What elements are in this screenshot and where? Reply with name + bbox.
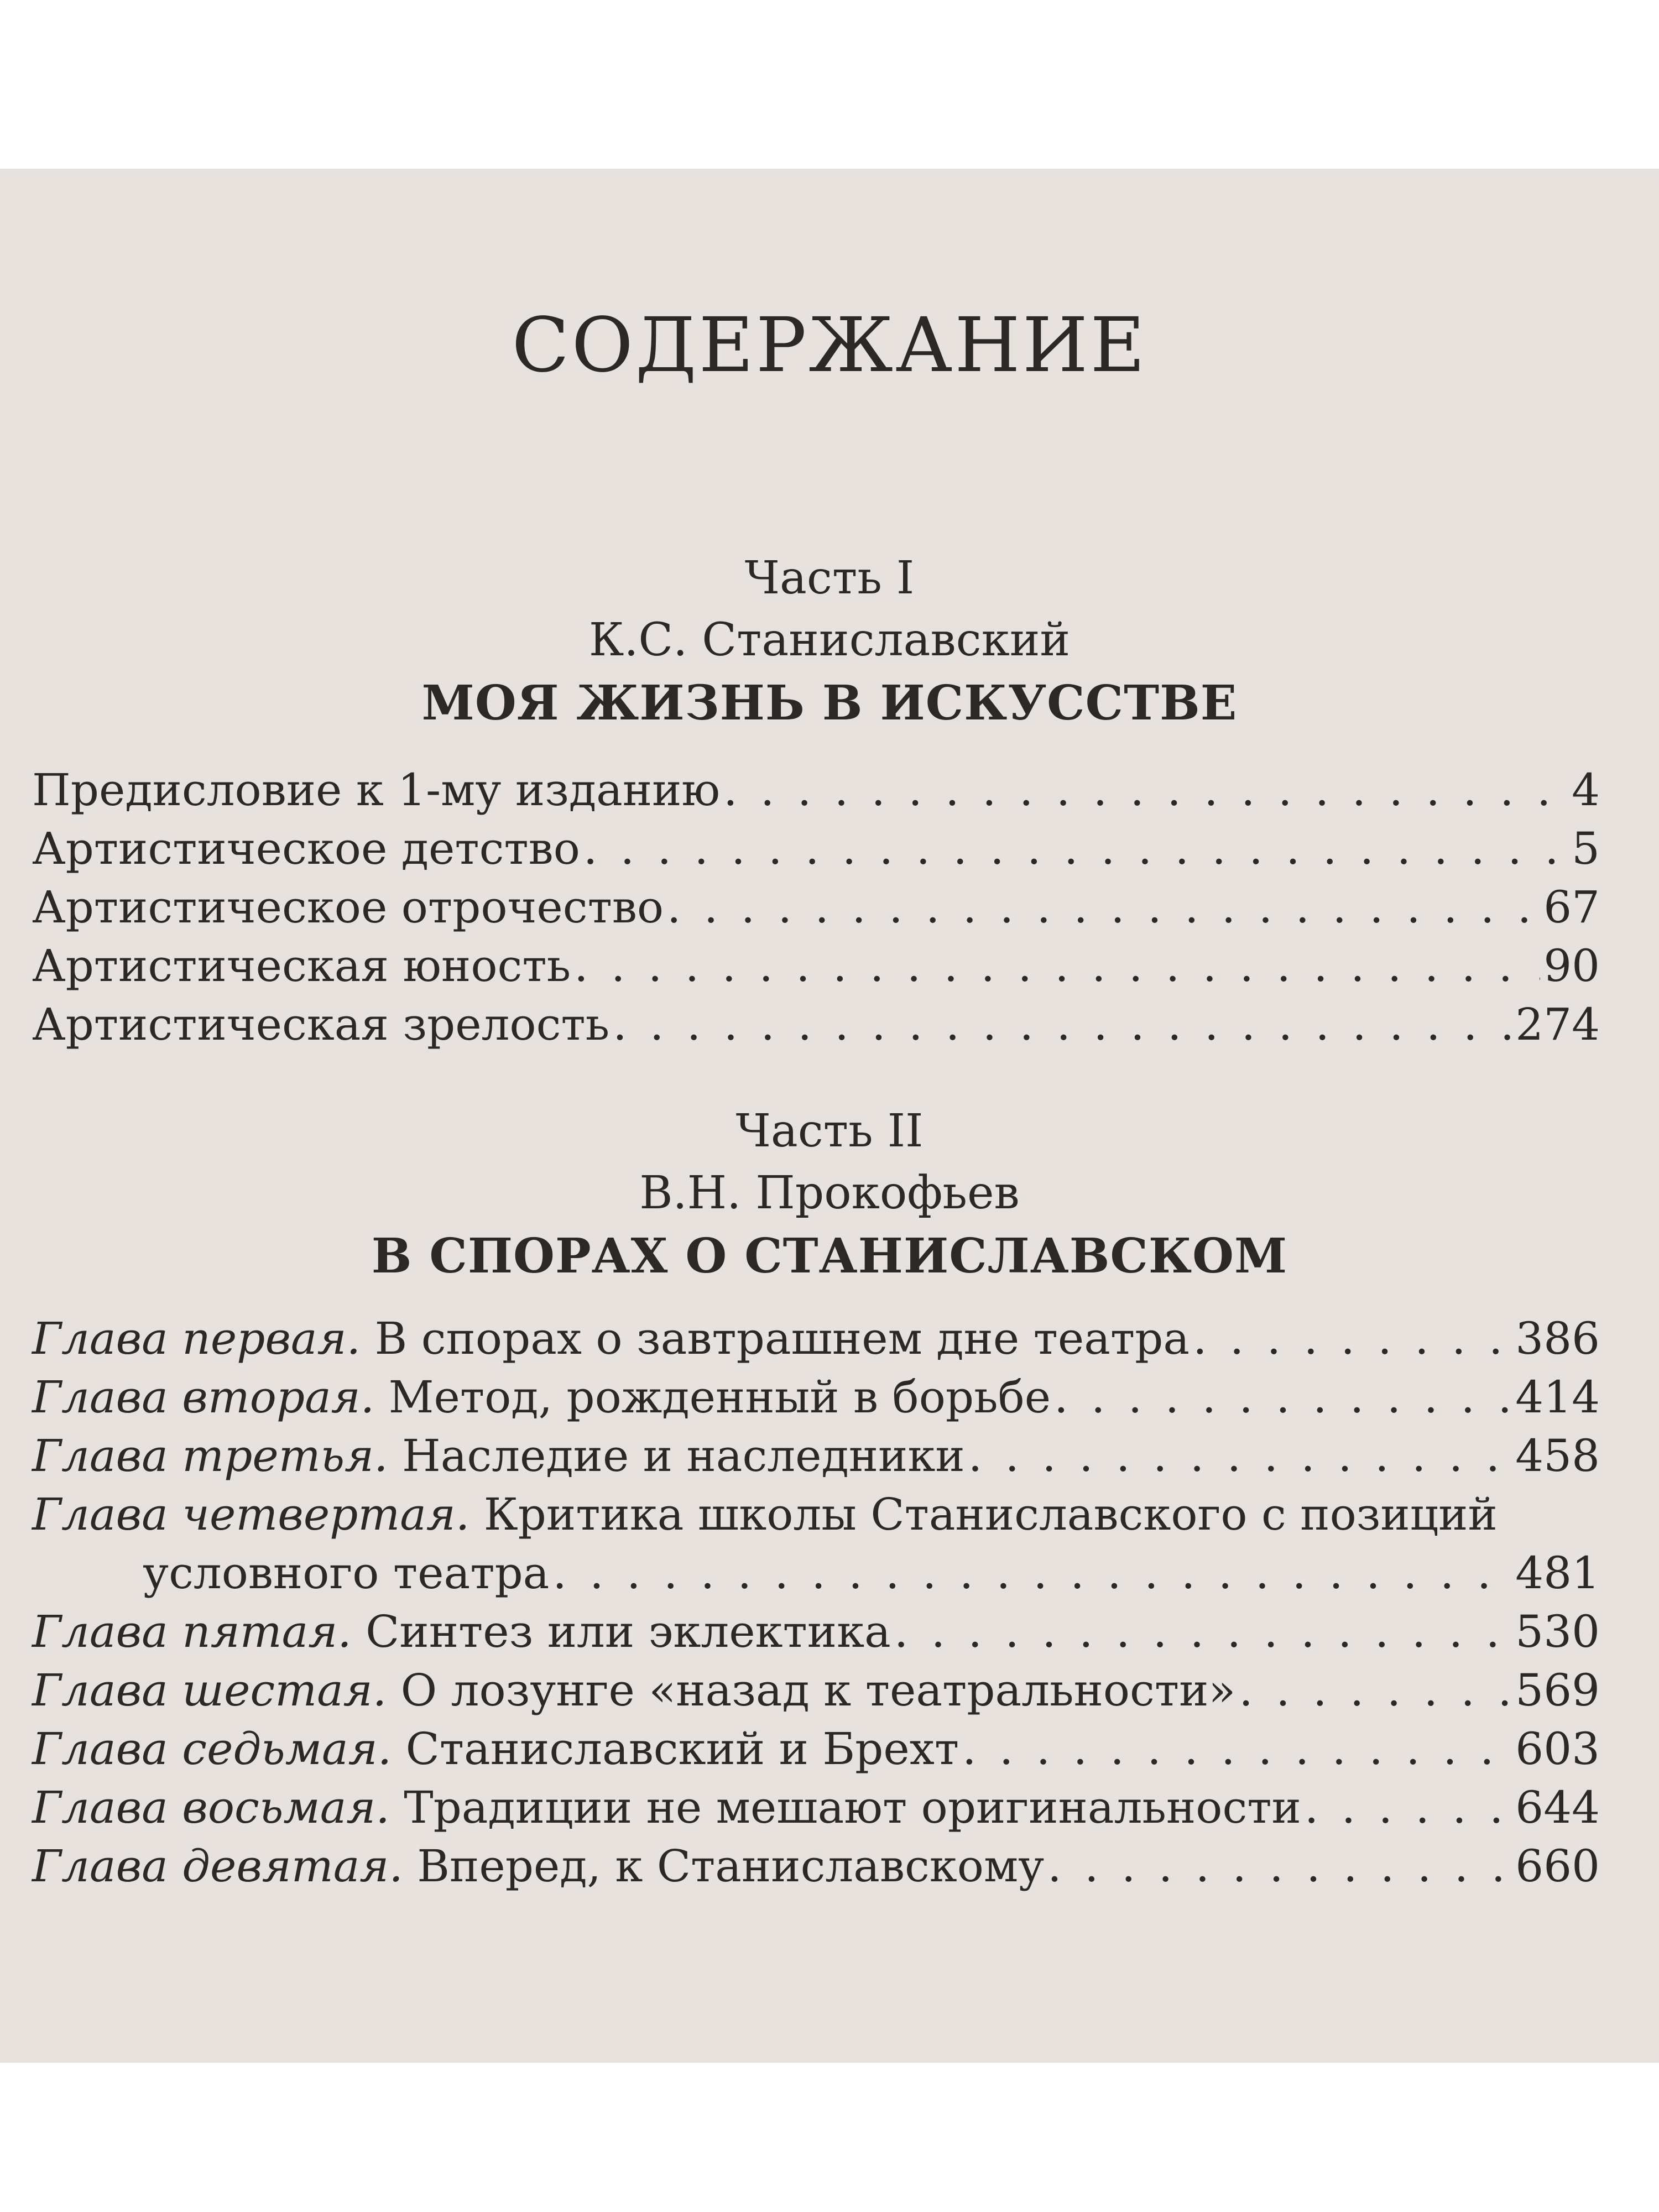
dot-leader xyxy=(613,995,1512,1054)
toc-entry-title xyxy=(32,1427,965,1485)
chapter-title: О лозунге «назад к театральности» xyxy=(400,1665,1236,1716)
toc-entry-page: 414 xyxy=(1515,1371,1600,1423)
dot-leader xyxy=(574,937,1540,995)
toc-entry-page: 530 xyxy=(1515,1606,1600,1657)
toc-entry-title xyxy=(32,1661,1235,1720)
dot-leader xyxy=(667,878,1540,937)
dot-leader xyxy=(723,761,1568,820)
chapter-number: Глава третья. xyxy=(32,1430,388,1481)
toc-entry-title xyxy=(32,1310,1190,1368)
toc-entry-title xyxy=(32,1720,959,1778)
chapter-number: Глава четвертая. xyxy=(32,1489,470,1540)
dot-leader xyxy=(894,1603,1512,1661)
part-1-toc xyxy=(32,761,1600,1054)
dot-leader xyxy=(1193,1310,1512,1368)
part-2-toc xyxy=(32,1310,1600,1896)
chapter-number: Глава седьмая. xyxy=(32,1723,392,1775)
toc-entry-page: 274 xyxy=(1515,999,1600,1050)
toc-entry[interactable] xyxy=(32,1427,1600,1485)
toc-entry-title xyxy=(32,1778,1301,1837)
dot-leader xyxy=(552,1544,1512,1603)
toc-entry[interactable] xyxy=(32,1778,1600,1837)
chapter-title: В спорах о завтрашнем дне театра xyxy=(374,1313,1190,1364)
chapter-number: Глава девятая. xyxy=(32,1840,403,1892)
toc-entry[interactable] xyxy=(32,995,1600,1054)
toc-entry[interactable] xyxy=(32,878,1600,937)
toc-entry[interactable] xyxy=(32,1368,1600,1427)
toc-entry-page: 481 xyxy=(1515,1547,1600,1599)
toc-entry-page: 386 xyxy=(1515,1313,1600,1364)
part-2-header xyxy=(0,1100,1659,1288)
toc-entry-title xyxy=(32,1368,1051,1427)
chapter-title: Традиции не мешают оригинальности xyxy=(404,1782,1301,1833)
chapter-number: Глава пятая. xyxy=(32,1606,352,1657)
chapter-title: Критика школы Станиславского с позиций xyxy=(483,1489,1498,1540)
toc-entry-title: Артистическое отрочество xyxy=(32,881,664,933)
toc-entry-title: Предисловие к 1-му изданию xyxy=(32,764,721,816)
toc-entry-page: 603 xyxy=(1515,1723,1600,1775)
chapter-number: Глава вторая. xyxy=(32,1371,375,1423)
toc-entry-title: Артистическая юность xyxy=(32,940,571,992)
toc-entry[interactable] xyxy=(32,761,1600,820)
toc-entry-title-continuation: условного театра xyxy=(143,1547,550,1599)
toc-entry-first-line[interactable] xyxy=(32,1485,1600,1544)
toc-entry-page: 90 xyxy=(1543,940,1600,992)
toc-entry[interactable] xyxy=(32,820,1600,878)
chapter-number: Глава первая. xyxy=(32,1313,361,1364)
part-1-title: МОЯ ЖИЗНЬ В ИСКУССТВЕ xyxy=(421,675,1238,731)
toc-entry-title xyxy=(32,1837,1044,1896)
dot-leader xyxy=(1239,1661,1512,1720)
dot-leader xyxy=(968,1427,1512,1485)
chapter-title: Наследие и наследники xyxy=(401,1430,965,1481)
toc-entry[interactable] xyxy=(32,1544,1600,1603)
part-1-author: К.С. Станиславский xyxy=(588,614,1071,666)
part-1-header xyxy=(0,547,1659,735)
toc-entry[interactable] xyxy=(32,1720,1600,1778)
chapter-number: Глава восьмая. xyxy=(32,1782,390,1833)
toc-entry[interactable] xyxy=(32,937,1600,995)
part-2-label: Часть II xyxy=(735,1105,924,1157)
chapter-title: Станиславский и Брехт xyxy=(405,1723,959,1775)
chapter-title: Метод, рожденный в борьбе xyxy=(388,1371,1051,1423)
part-1-label: Часть I xyxy=(744,552,915,604)
chapter-number: Глава шестая. xyxy=(32,1665,387,1716)
toc-entry-page: 67 xyxy=(1543,881,1600,933)
chapter-title: Вперед, к Станиславскому xyxy=(417,1840,1045,1892)
toc-entry-page: 458 xyxy=(1515,1430,1600,1481)
toc-entry[interactable] xyxy=(32,1310,1600,1368)
toc-entry-page: 569 xyxy=(1515,1665,1600,1716)
toc-entry-title: Артистическая зрелость xyxy=(32,999,610,1050)
toc-entry[interactable] xyxy=(32,1661,1600,1720)
toc-entry[interactable] xyxy=(32,1837,1600,1896)
toc-entry-page: 644 xyxy=(1515,1782,1600,1833)
dot-leader xyxy=(583,820,1568,878)
chapter-title: Синтез или эклектика xyxy=(366,1606,891,1657)
toc-entry-page: 5 xyxy=(1572,823,1600,874)
dot-leader xyxy=(1047,1837,1512,1896)
toc-entry-title: Артистическое детство xyxy=(32,823,580,874)
dot-leader xyxy=(962,1720,1512,1778)
part-2-title: В СПОРАХ О СТАНИСЛАВСКОМ xyxy=(371,1228,1288,1284)
toc-entry-page: 4 xyxy=(1572,764,1600,816)
page-title: СОДЕРЖАНИЕ xyxy=(512,302,1147,389)
toc-entry-page: 660 xyxy=(1515,1840,1600,1892)
dot-leader xyxy=(1305,1778,1512,1837)
toc-entry[interactable] xyxy=(32,1603,1600,1661)
part-2-author: В.Н. Прокофьев xyxy=(639,1167,1020,1219)
toc-entry-title xyxy=(32,1603,891,1661)
dot-leader xyxy=(1054,1368,1512,1427)
